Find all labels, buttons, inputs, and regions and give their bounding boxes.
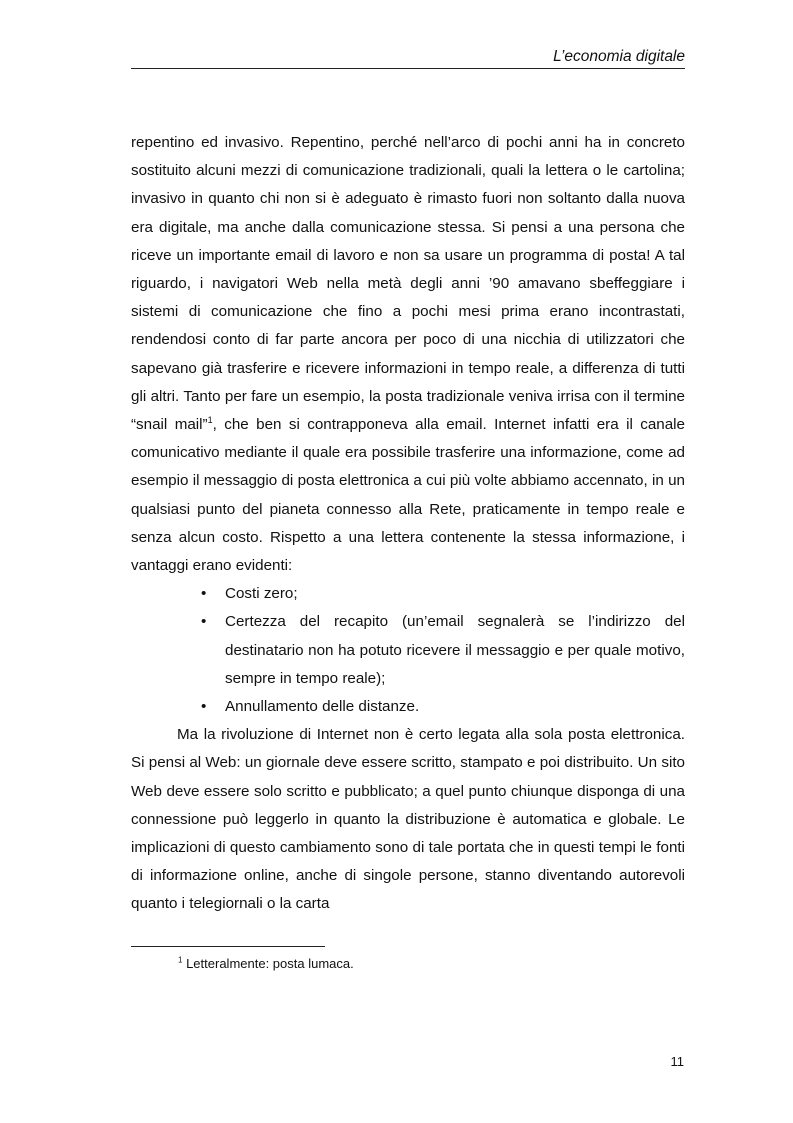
body-text — [131, 129, 685, 919]
running-header-title: L’economia digitale — [553, 48, 685, 65]
page-number: 11 — [670, 1054, 684, 1069]
list-item-text: Annullamento delle distanze. — [225, 698, 420, 716]
list-item — [201, 608, 685, 693]
footnote-rule — [131, 946, 325, 947]
list-item-text: Costi zero; — [225, 585, 298, 603]
footnote-number: 1 — [178, 955, 183, 965]
list-item-text: Certezza del recapito (un’email segnalerà se l’indirizzo del destinatario non ha potuto ricevere il messaggio e per quale motivo, sempre in tempo reale); — [225, 613, 685, 687]
list-item — [201, 693, 685, 721]
paragraph-1-text-a: repentino ed invasivo. Repentino, perché nell’arco di pochi anni ha in concreto sostituito alcuni mezzi di comunicazione tradizionali, quali la lettera o le cartolina; invasivo in quanto chi non si è adeguato è rimasto fuori non soltanto dalla nuova era digitale, ma anche dalla comunicazione stessa. Si pensi a una persona che riceve un importante email di lavoro e non sa usare un programma di posta! A tal riguardo, i navigatori Web nella metà degli anni ’90 amavano sbeffeggiare i sistemi di comunicazione che fino a pochi mesi prima erano incontrastati, rendendosi conto di far parte ancora per poco di una nicchia di utilizzatori che sapevano già trasferire e ricevere informazioni in tempo reale, a differenza di tutti gli altri. Tanto per fare un esempio, la posta tradizionale veniva irrisa con il termine “snail mail” — [131, 134, 685, 434]
bullet-icon: • — [201, 585, 207, 603]
bullet-icon: • — [201, 698, 207, 716]
paragraph-1 — [131, 129, 685, 580]
paragraph-2: Ma la rivoluzione di Internet non è certo legata alla sola posta elettronica. Si pensi al Web: un giornale deve essere scritto, stampato e poi distribuito. Un sito Web deve essere solo scritto e pubblicato; a quel punto chiunque disponga di una connessione può leggerlo in quanto la distribuzione è automatica e globale. Le implicazioni di questo cambiamento sono di tale portata che in questi tempi le fonti di informazione online, anche di singole persone, stanno diventando autorevoli quanto i telegiornali o la carta — [131, 726, 685, 913]
footnote-text: Letteralmente: posta lumaca. — [186, 956, 354, 971]
advantages-list — [131, 580, 685, 721]
list-item — [201, 580, 685, 608]
paragraph-1-text-b: , che ben si contrapponeva alla email. Internet infatti era il canale comunicativo mediante il quale era possibile trasferire una informazione, come ad esempio il messaggio di posta elettronica a cui più volte abbiamo accennato, in un qualsiasi punto del pianeta connesso alla Rete, praticamente in tempo reale e senza alcun costo. Rispetto a una lettera contenente la stessa informazione, i vantaggi erano evidenti: — [131, 416, 685, 575]
bullet-icon: • — [201, 613, 207, 631]
header-rule — [131, 68, 685, 69]
footnote — [178, 955, 354, 973]
footnote-reference: 1 — [207, 414, 213, 425]
